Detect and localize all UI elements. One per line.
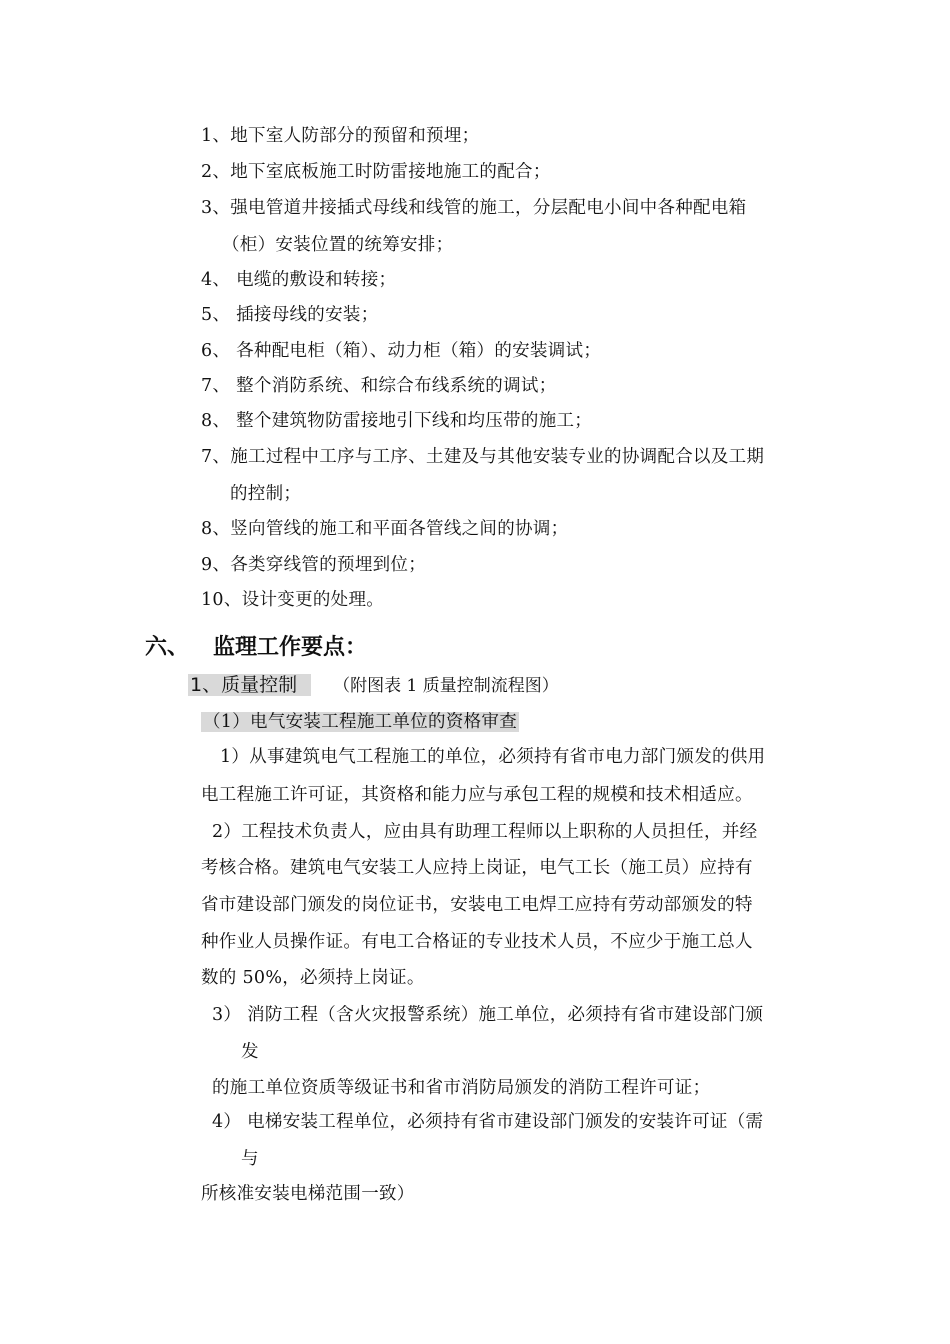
paragraph-line: 所核准安装电梯范围一致）	[201, 1184, 415, 1204]
paragraph-line: 1）从事建筑电气工程施工的单位，必须持有省市电力部门颁发的供用	[220, 747, 766, 767]
list-item: 4、 电缆的敷设和转接；	[201, 270, 397, 290]
list-item: 6、 各种配电柜（箱）、动力柜（箱）的安装调试；	[201, 341, 602, 361]
list-item-continuation: 的控制；	[230, 484, 302, 504]
paragraph-line: 电工程施工许可证，其资格和能力应与承包工程的规模和技术相适应。	[201, 785, 753, 805]
paragraph-line: 发	[241, 1042, 259, 1062]
list-item: 8、 整个建筑物防雷接地引下线和均压带的施工；	[201, 411, 593, 431]
list-item: 7、施工过程中工序与工序、土建及与其他安装专业的协调配合以及工期	[201, 447, 765, 467]
subsection-heading	[188, 672, 559, 699]
paragraph-line: 种作业人员操作证。有电工合格证的专业技术人员，不应少于施工总人	[201, 932, 753, 952]
list-item: 1、地下室人防部分的预留和预埋；	[201, 126, 480, 146]
section-title: 监理工作要点：	[213, 635, 368, 660]
subsection-note: （附图表 1 质量控制流程图）	[333, 676, 559, 696]
section-number: 六、	[145, 635, 190, 660]
list-item-continuation: （柜）安装位置的统筹安排；	[222, 235, 454, 255]
paragraph-line: 数的 50%，必须持上岗证。	[201, 968, 425, 988]
list-item: 10、设计变更的处理。	[201, 590, 385, 610]
list-item: 7、 整个消防系统、和综合布线系统的调试；	[201, 376, 557, 396]
paragraph-line: 2）工程技术负责人，应由具有助理工程师以上职称的人员担任，并经	[212, 822, 758, 842]
subsubsection-text: （1）电气安装工程施工单位的资格审查	[203, 712, 518, 732]
list-item: 8、竖向管线的施工和平面各管线之间的协调；	[201, 519, 569, 539]
section-heading	[145, 634, 367, 662]
paragraph-line: 考核合格。建筑电气安装工人应持上岗证，电气工长（施工员）应持有	[201, 858, 753, 878]
list-item: 5、 插接母线的安装；	[201, 305, 379, 325]
paragraph-line: 与	[241, 1149, 259, 1169]
subsubsection-heading	[201, 710, 519, 734]
paragraph-line: 4） 电梯安装工程单位，必须持有省市建设部门颁发的安装许可证（需	[212, 1112, 764, 1132]
list-item: 3、强电管道井接插式母线和线管的施工，分层配电小间中各种配电箱	[201, 198, 747, 218]
list-item: 2、地下室底板施工时防雷接地施工的配合；	[201, 162, 551, 182]
paragraph-line: 3） 消防工程（含火灾报警系统）施工单位，必须持有省市建设部门颁	[212, 1005, 764, 1025]
list-item: 9、各类穿线管的预埋到位；	[201, 555, 427, 575]
subsection-label: 1、质量控制	[188, 674, 311, 696]
paragraph-line: 的施工单位资质等级证书和省市消防局颁发的消防工程许可证；	[212, 1078, 711, 1098]
paragraph-line: 省市建设部门颁发的岗位证书，安装电工电焊工应持有劳动部颁发的特	[201, 895, 753, 915]
